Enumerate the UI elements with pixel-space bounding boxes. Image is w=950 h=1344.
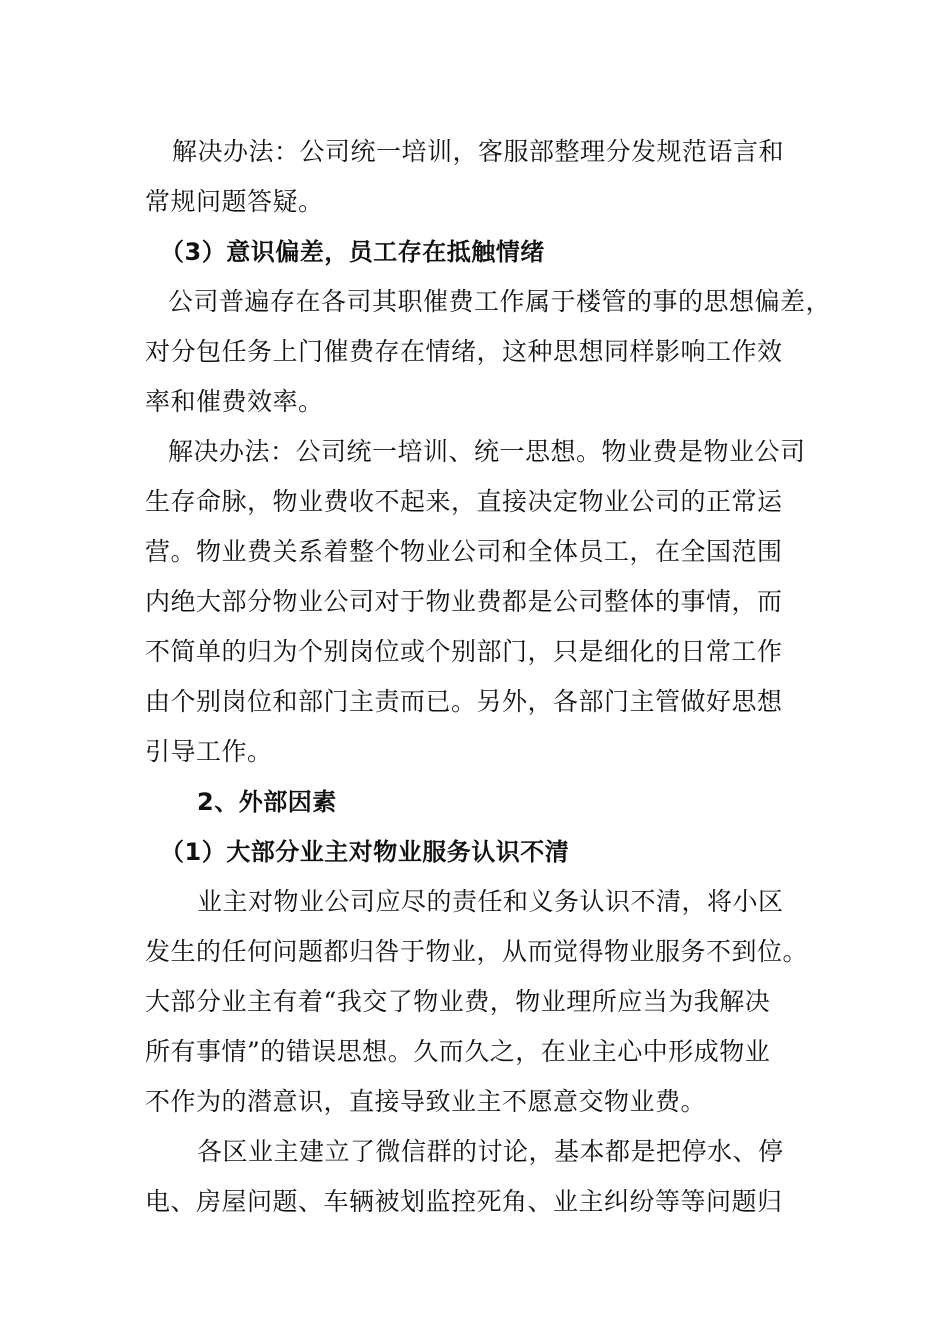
paragraph-line-20: 不作为的潜意识，直接导致业主不愿意交物业费。: [145, 1087, 707, 1116]
paragraph-line-12: 由个别岗位和部门主责而已。另外，各部门主管做好思想: [145, 687, 783, 716]
paragraph-line-17: 发生的任何问题都归咎于物业，从而觉得物业服务不到位。: [145, 937, 809, 966]
paragraph-line-18: 大部分业主有着“我交了物业费，物业理所应当为我解决: [145, 987, 771, 1016]
paragraph-line-13: 引导工作。: [145, 737, 273, 766]
paragraph-line-2: 常规问题答疑。: [145, 187, 324, 216]
section-heading-3: （3）意识偏差，员工存在抵触情绪: [160, 238, 545, 266]
paragraph-line-11: 不简单的归为个别岗位或个别部门，只是细化的日常工作: [145, 637, 783, 666]
paragraph-line-5: 对分包任务上门催费存在情绪，这种思想同样影响工作效: [145, 337, 783, 366]
section-heading-external: 2、外部因素: [197, 788, 337, 816]
paragraph-line-9: 营。物业费关系着整个物业公司和全体员工，在全国范围: [145, 537, 783, 566]
paragraph-line-4: 公司普遍存在各司其职催费工作属于楼管的事的思想偏差，: [168, 287, 832, 316]
paragraph-line-19: 所有事情”的错误思想。久而久之，在业主心中形成物业: [145, 1037, 771, 1066]
paragraph-line-22: 电、房屋问题、车辆被划监控死角、业主纠纷等等问题归: [145, 1187, 783, 1216]
paragraph-line-8: 生存命脉，物业费收不起来，直接决定物业公司的正常运: [145, 487, 783, 516]
paragraph-line-10: 内绝大部分物业公司对于物业费都是公司整体的事情，而: [145, 587, 783, 616]
paragraph-line-1: 解决办法：公司统一培训，客服部整理分发规范语言和: [172, 137, 785, 166]
section-heading-1: （1）大部分业主对物业服务认识不清: [160, 838, 570, 866]
paragraph-line-16: 业主对物业公司应尽的责任和义务认识不清，将小区: [197, 887, 784, 916]
paragraph-line-21: 各区业主建立了微信群的讨论，基本都是把停水、停: [197, 1137, 784, 1166]
paragraph-line-6: 率和催费效率。: [145, 387, 324, 416]
paragraph-line-7: 解决办法：公司统一培训、统一思想。物业费是物业公司: [168, 437, 806, 466]
